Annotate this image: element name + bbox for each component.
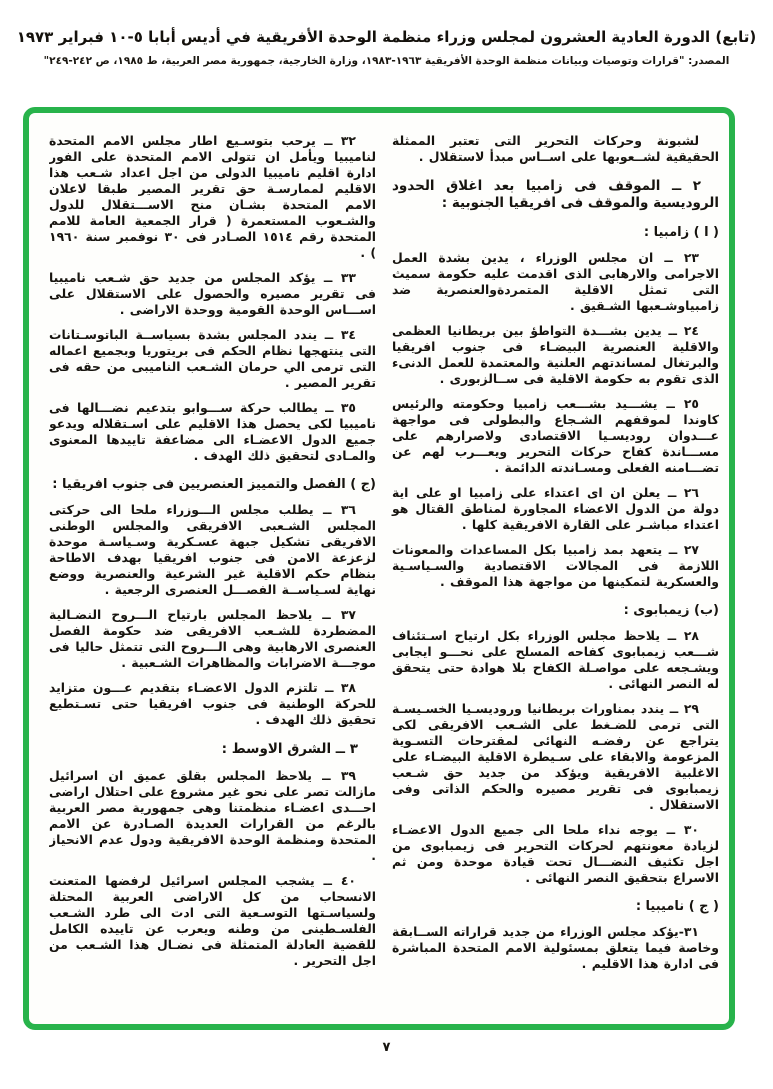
resolution-paragraph: ٣٠ ــ يوجه نداء ملحا الى جميع الدول الاعضـاء لزيادة معونتهم لحركات التحرير فى زيمبابوى من اجل تكثيف النضـــال تحت قيادة موحدة ومن ثم الاسراع بتحقيق النصر النهائى .: [392, 822, 719, 885]
section-heading: ٣ ــ الشرق الاوسط :: [221, 741, 358, 757]
page-header: [0, 28, 773, 67]
resolution-paragraph: ٢٨ ــ يلاحظ مجلس الوزراء بكل ارتياح اسـتئناف شـــعب زيمبابوى كفاحه المسلح على نحـــو ايجابى ويشـجعه على مواصـلة الكفاح بلا هوادة حتى يتحقق له النصر النهائى .: [392, 628, 719, 691]
source-citation: المصدر: "قرارات وتوصيات وبيانات منظمة الوحدة الأفريقية ١٩٦٣-١٩٨٣، وزارة الخارجية، جمهورية مصر العربية، ط ١٩٨٥، ص ٢٤٢-٢٤٩": [43, 55, 730, 67]
resolution-paragraph: ٤٠ ــ يشجب المجلس اسرائيل لرفضها المتعنت الانسحاب من كل الاراضى العربية المحتلة ولسياسـتها التوسـعية التى ادت الى طرد الشـعب الفلسـطينى من وطنه ويعرب عن تاييده الكامل للقضية العادلة المتمثلة فى نضـال هذا الشـعب من اجل التحرير .: [49, 873, 376, 968]
resolution-paragraph: ٢٦ ــ يعلن ان اى اعتداء على زامبيا او على اية دولة من الدول الاعضاء المجاورة لمناطق القتال هو اعتداء مباشـر على القارة الافريقية كلها .: [392, 485, 719, 532]
resolution-paragraph: ٣٨ ــ تلتزم الدول الاعضـاء بتقديم عـــون متزايد للحركة الوطنية فى جنوب افريقيا حتى تسـتطيع تحقيق ذلك الهدف .: [49, 680, 376, 727]
page-number: ٧: [382, 1040, 391, 1055]
content-border-box: [23, 107, 735, 1030]
right-column: [392, 133, 719, 1014]
resolution-paragraph: ٣٧ ــ يلاحظ المجلس بارتياح الـــروح النضـالية المضطردة للشـعب الافريقى ضد حكومة الفصل العنصرى الارهابية وهى الـــروح التى تتمثل حاليا فى موجـــة الاضرابات والمظاهرات الشـعبية .: [49, 607, 376, 670]
resolution-paragraph: ٣٦ ــ يطلب مجلس الـــوزراء ملحا الى حركتى المجلس الشـعبى الافريقى والمجلس الوطنى الافريقى تشكيل جبهة عسـكرية وسـياسـة موحدة لزعزعة الامن فى جنوب افريقيا بهدف الاطاحة بنظام حكم الاقلية غير الشرعية والعنصرية ووضع نهاية لسـياســة الفصـــل العنصرى الرجعية .: [49, 502, 376, 597]
session-title: (تابع) الدورة العادية العشرون لمجلس وزراء منظمة الوحدة الأفريقية في أديس أبابا ٥-١٠ فبراير ١٩٧٣: [16, 28, 757, 46]
section-heading: (ج ) الفصل والتمييز العنصريين فى جنوب افريقيا :: [52, 477, 376, 492]
resolution-paragraph: ٢٤ ــ يدين بشـــدة التواطؤ بين بريطانيا العظمى والاقلية العنصرية البيضـاء فى جنوب افريقيا والبرتغال لمساندتهم العلنية والمعتمدة للعمل الدنىء الذى تقوم به حكومة الاقلية فى ســالزبورى .: [392, 323, 719, 386]
resolution-paragraph: ٣٢ ــ يرحب بتوسـيع اطار مجلس الامم المتحدة لناميبيا ويأمل ان تتولى الامم المتحدة على الفور ادارة اقليم ناميبيا الدولى من اجل اعداد شـعب هذا الاقليم لممارسـة حق تقرير المصير طبقا لاعلان الامم المتحدة بشـان منح الاســـتقلال للدول والشـعوب المستعمرة ( قرار الجمعية العامة للامم المتحدة رقم ١٥١٤ الصـادر فى ٣٠ نوفمبر سنة ١٩٦٠ ) .: [49, 133, 376, 260]
section-heading: ٢ ــ الموقف فى زامبيا بعد اغلاق الحدود الروديسية والموقف فى افريقيا الجنوبية :: [392, 178, 719, 211]
resolution-paragraph: ٣٩ ــ يلاحظ المجلس بقلق عميق ان اسرائيل مازالت تصر على نحو غير مشروع على احتلال اراضى احـــدى اعضـاء منظمتنا وهى جمهورية مصر العربية بالرغم من القرارات العديدة الصـادرة عن الامم المتحدة ومنظمة الوحدة الافريقية ودول عدم الانحياز .: [49, 768, 376, 863]
section-heading: (ب) زيمبابوى :: [623, 603, 719, 618]
resolution-paragraph: ٢٩ ــ يندد بمناورات بريطانيا وروديسـيا الخسـيسـة التى ترمى للضـغط على الشـعب الافريقى لكى يتراجع عن رفضـه النهائى لمقترحات التسـوية المزعومة والابقاء على سـيطرة الاقلية البيضـاء على الاغلبية الافريقية ويؤكد من جديد حق شـعب زيمبابوى فى تقرير مصيره والحكم الذاتى وفى الاستقلال .: [392, 701, 719, 812]
resolution-paragraph: ٣٥ ــ يطالب حركة ســـوابو بتدعيم نضـــالها فى ناميبيا لكى يحصل هذا الاقليم على اسـتقلاله ويدعو جميع الدول الاعضـاء الى مضاعفة تاييدها المعنوى والمـادى لتحقيق ذلك الهدف .: [49, 400, 376, 463]
resolution-paragraph: لشبونة وحركات التحرير التى تعتبر الممثلة الحقيقية لشــعوبها على اســاس مبدأ لاستقلال .: [392, 133, 719, 164]
resolution-paragraph: ٢٣ ــ ان مجلس الوزراء ، يدين بشدة العمل الاجرامى والارهابى الذى اقدمت عليه حكومة سميث التى تمثل الاقلية المتمردةوالعنصرية ضد زامبياوشـعبها الشـقيق .: [392, 250, 719, 313]
section-heading: ( ج ) ناميبيا :: [635, 899, 719, 914]
resolution-paragraph: ٣١-يؤكد مجلس الوزراء من جديد قراراته الســابقة وخاصة فيما يتعلق بمسئولية الامم المتحدة المباشرة فى ادارة هذا الاقليم .: [392, 924, 719, 971]
resolution-paragraph: ٣٤ ــ يندد المجلس بشدة بسياســة الباتوسـتانات التى ينتهجها نظام الحكم فى بريتوريا وبجميع اعماله التى ترمى الي حرمان الشـعب الناميبى من حقه فى تقرير المصير .: [49, 327, 376, 390]
two-column-layout: [49, 133, 719, 1014]
resolution-paragraph: ٣٣ ــ يؤكد المجلس من جديد حق شـعب ناميبيا فى تقرير مصيره والحصول على الاستقلال على اســـاس الوحدة القومية ووحدة الاراضى .: [49, 270, 376, 317]
left-column: [49, 133, 376, 1014]
section-heading: ( ا ) زامبيا :: [643, 225, 719, 240]
resolution-paragraph: ٢٧ ــ يتعهد بمد زامبيا بكل المساعدات والمعونات اللازمة فى المجالات الاقتصادية والسـياسـية والعسكرية لتمكينها من مواجهة هذا الموقف .: [392, 542, 719, 589]
resolution-paragraph: ٢٥ ــ يشـــيد بشـــعب زامبيا وحكومته والرئيس كاوندا لموقفهم الشـجاع والبطولى فى مواجهة عـــدوان روديسـيا الاقتصادى ولاصرارهم على مســـاندة كفاح حركات التحرير ويعـــرب لهم عن تضـــامنه الفعلى ومسـاندته الدائمة .: [392, 396, 719, 475]
